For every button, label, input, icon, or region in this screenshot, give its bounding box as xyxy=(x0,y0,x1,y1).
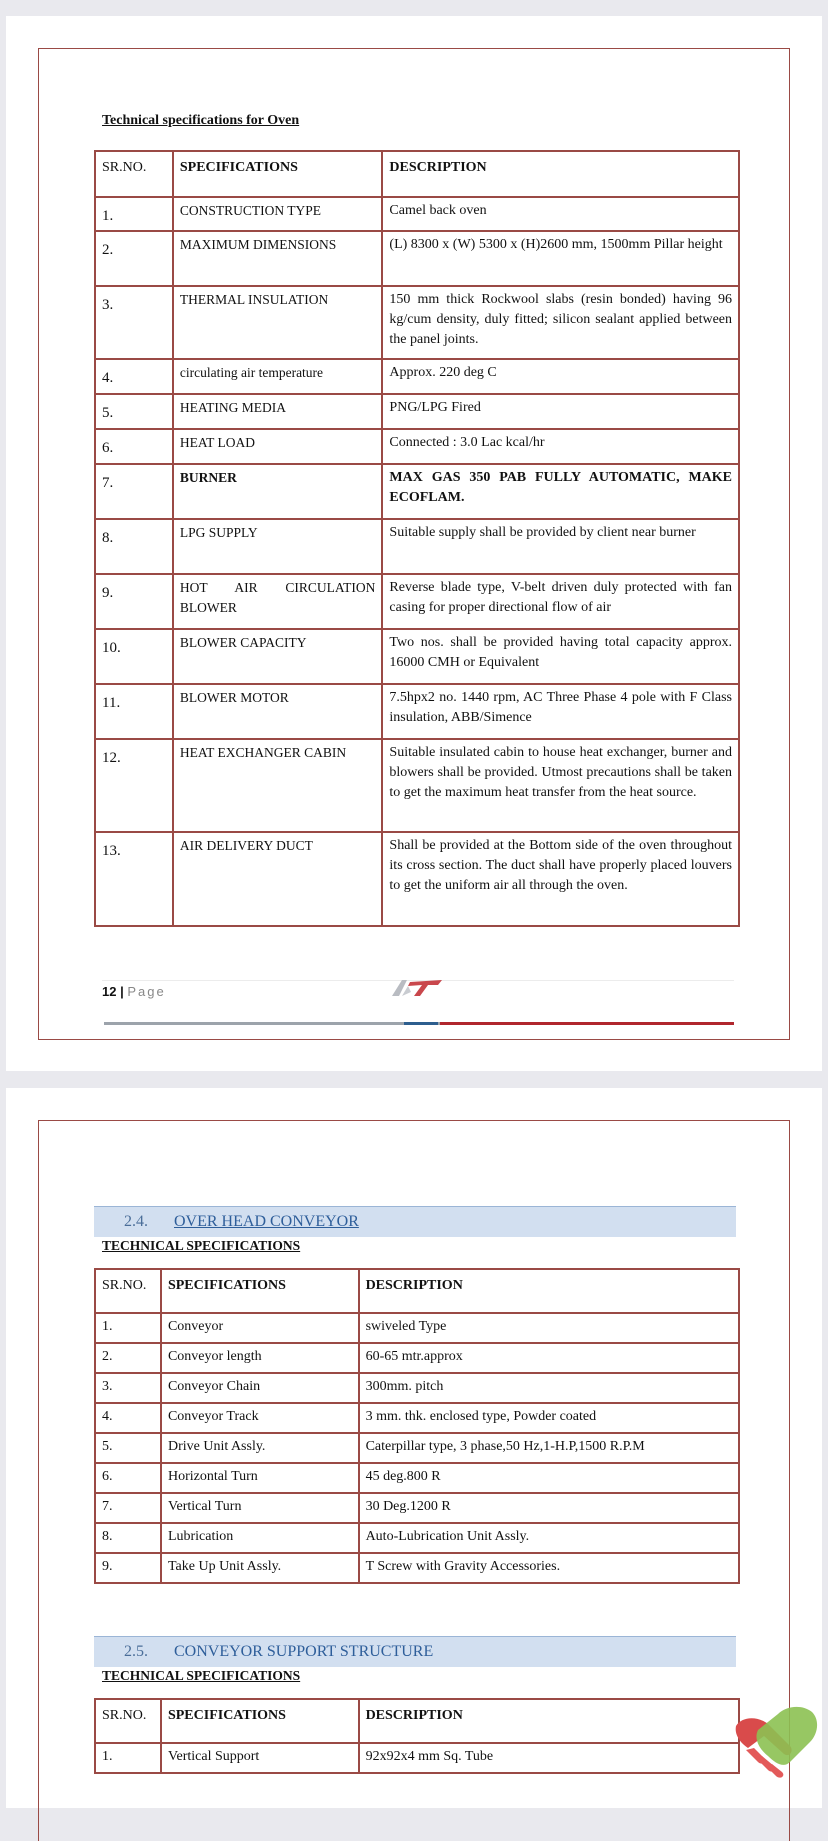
table-row xyxy=(95,1493,739,1523)
document-page-2 xyxy=(6,1088,822,1808)
row-desc: 300mm. pitch xyxy=(359,1373,739,1403)
row-sr: 7. xyxy=(95,1493,161,1523)
row-desc: Reverse blade type, V-belt driven duly protected with fan casing for proper directional flow of air xyxy=(382,574,739,629)
table-row xyxy=(95,684,739,739)
row-sr: 3. xyxy=(95,1373,161,1403)
table-row xyxy=(95,832,739,926)
row-desc: 92x92x4 mm Sq. Tube xyxy=(359,1743,739,1773)
footer-line-blue xyxy=(404,1022,438,1025)
table-row xyxy=(95,394,739,429)
row-desc: PNG/LPG Fired xyxy=(382,394,739,429)
row-desc: Suitable insulated cabin to house heat exchanger, burner and blowers shall be provided. Utmost precautions shall be taken to get the maximum heat transfer from the heat source. xyxy=(382,739,739,832)
table-row xyxy=(95,429,739,464)
row-spec: Drive Unit Assly. xyxy=(161,1433,359,1463)
row-spec: HOT AIR CIRCULATION BLOWER xyxy=(173,574,383,629)
row-sr: 1. xyxy=(95,1743,161,1773)
row-spec: Take Up Unit Assly. xyxy=(161,1553,359,1583)
handshake-icon[interactable] xyxy=(728,1686,826,1792)
row-spec: BURNER xyxy=(173,464,383,519)
row-desc: 3 mm. thk. enclosed type, Powder coated xyxy=(359,1403,739,1433)
row-spec: HEAT LOAD xyxy=(173,429,383,464)
row-desc: Suitable supply shall be provided by client near burner xyxy=(382,519,739,574)
section-header-conveyor-support-structure xyxy=(94,1636,736,1667)
table-row xyxy=(95,197,739,231)
header-desc: DESCRIPTION xyxy=(382,151,739,197)
header-sr: SR.NO. xyxy=(95,1699,161,1743)
table-row xyxy=(95,574,739,629)
row-spec: Horizontal Turn xyxy=(161,1463,359,1493)
row-spec: Vertical Turn xyxy=(161,1493,359,1523)
table-header-row xyxy=(95,151,739,197)
row-sr: 12. xyxy=(95,739,173,832)
table-row xyxy=(95,519,739,574)
row-spec: HEAT EXCHANGER CABIN xyxy=(173,739,383,832)
row-spec: LPG SUPPLY xyxy=(173,519,383,574)
header-spec: SPECIFICATIONS xyxy=(173,151,383,197)
row-sr: 6. xyxy=(95,429,173,464)
row-sr: 1. xyxy=(95,197,173,231)
row-desc: 45 deg.800 R xyxy=(359,1463,739,1493)
row-spec: AIR DELIVERY DUCT xyxy=(173,832,383,926)
page-number-separator: | xyxy=(120,984,124,999)
row-spec: Lubrication xyxy=(161,1523,359,1553)
row-spec: CONSTRUCTION TYPE xyxy=(173,197,383,231)
page-number-value: 12 xyxy=(102,984,117,999)
header-desc: DESCRIPTION xyxy=(359,1269,739,1313)
header-desc: DESCRIPTION xyxy=(359,1699,739,1743)
row-spec: Vertical Support xyxy=(161,1743,359,1773)
section-number: 2.4. xyxy=(124,1213,148,1230)
row-spec: MAXIMUM DIMENSIONS xyxy=(173,231,383,286)
footer-line-red xyxy=(440,1022,734,1025)
row-spec: Conveyor Track xyxy=(161,1403,359,1433)
row-desc: Auto-Lubrication Unit Assly. xyxy=(359,1523,739,1553)
row-sr: 8. xyxy=(95,519,173,574)
table-header-row xyxy=(95,1699,739,1743)
page-label: Page xyxy=(127,984,166,999)
row-desc: (L) 8300 x (W) 5300 x (H)2600 mm, 1500mm Pillar height xyxy=(382,231,739,286)
header-spec: SPECIFICATIONS xyxy=(161,1699,359,1743)
row-sr: 9. xyxy=(95,574,173,629)
row-desc: Shall be provided at the Bottom side of the oven throughout its cross section. The duct shall have properly placed louvers to get the uniform air all through the oven. xyxy=(382,832,739,926)
section-header-overhead-conveyor xyxy=(94,1206,736,1237)
row-desc: 30 Deg.1200 R xyxy=(359,1493,739,1523)
row-sr: 7. xyxy=(95,464,173,519)
row-desc: Caterpillar type, 3 phase,50 Hz,1-H.P,1500 R.P.M xyxy=(359,1433,739,1463)
row-sr: 4. xyxy=(95,1403,161,1433)
row-desc: 60-65 mtr.approx xyxy=(359,1343,739,1373)
table-header-row xyxy=(95,1269,739,1313)
subtitle-technical-specifications: TECHNICAL SPECIFICATIONS xyxy=(102,1668,301,1683)
table-row xyxy=(95,739,739,832)
row-spec: circulating air temperature xyxy=(173,359,383,394)
row-desc: 7.5hpx2 no. 1440 rpm, AC Three Phase 4 pole with F Class insulation, ABB/Simence xyxy=(382,684,739,739)
table-row xyxy=(95,464,739,519)
row-spec: HEATING MEDIA xyxy=(173,394,383,429)
row-sr: 10. xyxy=(95,629,173,684)
support-spec-table xyxy=(94,1698,740,1774)
row-spec: BLOWER CAPACITY xyxy=(173,629,383,684)
table-row xyxy=(95,286,739,359)
header-sr: SR.NO. xyxy=(95,151,173,197)
table-row xyxy=(95,1313,739,1343)
footer-line-grey xyxy=(104,1022,440,1025)
row-desc: MAX GAS 350 PAB FULLY AUTOMATIC, MAKE ECOFLAM. xyxy=(382,464,739,519)
oven-spec-table xyxy=(94,150,740,927)
row-desc: 150 mm thick Rockwool slabs (resin bonded) having 96 kg/cum density, duly fitted; silicon sealant applied between the panel joints. xyxy=(382,286,739,359)
row-desc: Camel back oven xyxy=(382,197,739,231)
row-sr: 11. xyxy=(95,684,173,739)
row-desc: T Screw with Gravity Accessories. xyxy=(359,1553,739,1583)
table-row xyxy=(95,1743,739,1773)
row-spec: THERMAL INSULATION xyxy=(173,286,383,359)
section-number: 2.5. xyxy=(124,1643,148,1660)
header-sr: SR.NO. xyxy=(95,1269,161,1313)
page-number xyxy=(102,984,166,999)
row-sr: 3. xyxy=(95,286,173,359)
row-sr: 2. xyxy=(95,1343,161,1373)
row-sr: 2. xyxy=(95,231,173,286)
row-spec: Conveyor xyxy=(161,1313,359,1343)
document-page-1 xyxy=(6,16,822,1071)
row-sr: 9. xyxy=(95,1553,161,1583)
table-row xyxy=(95,629,739,684)
row-desc: Approx. 220 deg C xyxy=(382,359,739,394)
table-row xyxy=(95,359,739,394)
table-row xyxy=(95,1373,739,1403)
row-spec: Conveyor Chain xyxy=(161,1373,359,1403)
table-row xyxy=(95,1553,739,1583)
at-logo-icon xyxy=(390,978,446,998)
section-title: CONVEYOR SUPPORT STRUCTURE xyxy=(174,1643,434,1660)
row-spec: Conveyor length xyxy=(161,1343,359,1373)
row-desc: swiveled Type xyxy=(359,1313,739,1343)
row-desc: Two nos. shall be provided having total capacity approx. 16000 CMH or Equivalent xyxy=(382,629,739,684)
row-sr: 5. xyxy=(95,1433,161,1463)
header-spec: SPECIFICATIONS xyxy=(161,1269,359,1313)
table-row xyxy=(95,231,739,286)
row-sr: 8. xyxy=(95,1523,161,1553)
row-sr: 6. xyxy=(95,1463,161,1493)
table-row xyxy=(95,1403,739,1433)
table-row xyxy=(95,1523,739,1553)
page-title: Technical specifications for Oven xyxy=(102,113,300,128)
table-row xyxy=(95,1343,739,1373)
table-row xyxy=(95,1433,739,1463)
table-row xyxy=(95,1463,739,1493)
section-title: OVER HEAD CONVEYOR xyxy=(174,1213,359,1230)
row-sr: 13. xyxy=(95,832,173,926)
row-sr: 4. xyxy=(95,359,173,394)
subtitle-technical-specifications: TECHNICAL SPECIFICATIONS xyxy=(102,1238,301,1253)
row-desc: Connected : 3.0 Lac kcal/hr xyxy=(382,429,739,464)
conveyor-spec-table xyxy=(94,1268,740,1584)
row-sr: 1. xyxy=(95,1313,161,1343)
row-spec: BLOWER MOTOR xyxy=(173,684,383,739)
row-sr: 5. xyxy=(95,394,173,429)
